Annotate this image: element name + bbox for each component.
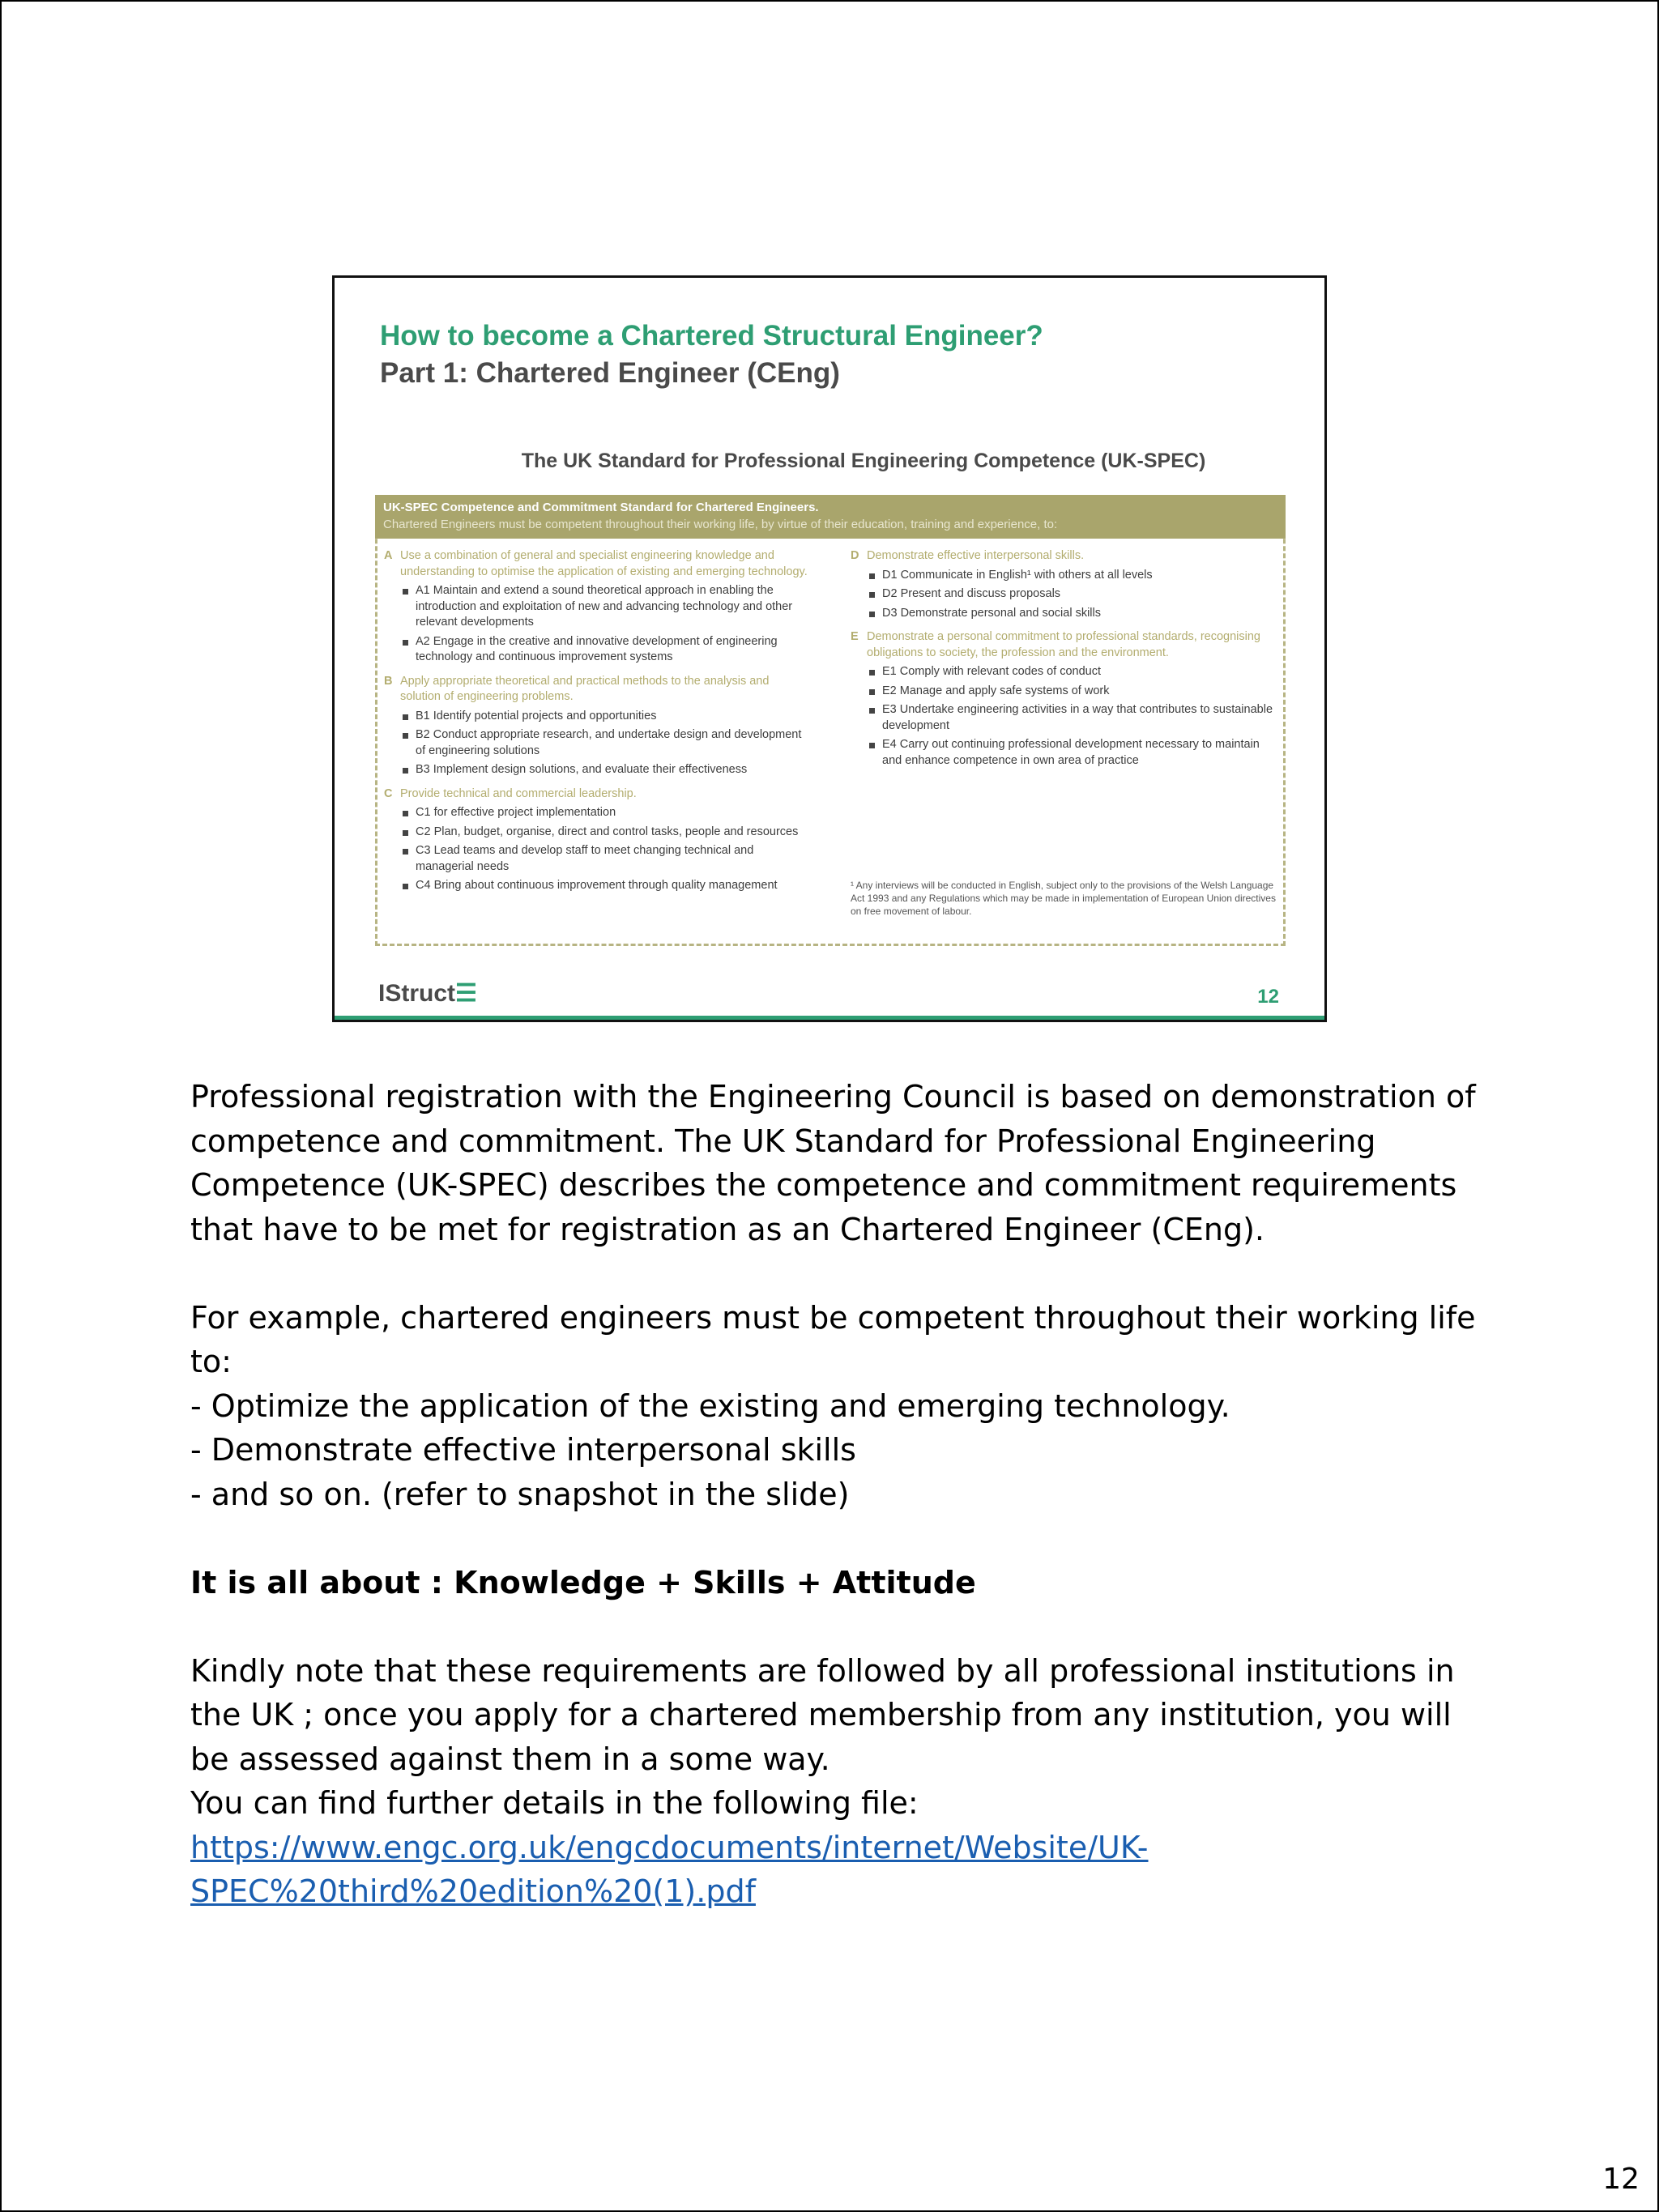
notes-bullet: - Demonstrate effective interpersonal skills [190, 1432, 856, 1468]
slide-bottom-bar [335, 1016, 1324, 1020]
section-e-items [867, 664, 1277, 769]
section-a-heading: A Use a combination of general and specialist engineering knowledge and understanding to optimise the application of existing and emerging technology. [384, 549, 808, 578]
bullet-icon [403, 830, 408, 836]
notes-bullet: - Optimize the application of the existing and emerging technology. [190, 1387, 1230, 1424]
list-item: A1 Maintain and extend a sound theoretical approach in enabling the introduction and exploitation of new and advancing technology and other relevant developments [400, 583, 810, 631]
bullet-icon [403, 849, 408, 855]
notes-paragraph: For example, chartered engineers must be competent throughout their working life to: [190, 1299, 1476, 1379]
notes-paragraph: Kindly note that these requirements are followed by all professional institutions in the UK ; once you apply for a chartered membership from any institution, you will be assessed against them in a some way. [190, 1652, 1455, 1777]
slide-footnote: ¹ Any interviews will be conducted in English, subject only to the provisions of the Welsh Language Act 1993 and any Regulations which may be made in implementation of European Union directives on free movement of labour. [851, 880, 1276, 917]
list-item: A2 Engage in the creative and innovative development of engineering technology and continuous improvement systems [400, 634, 810, 666]
list-item: B3 Implement design solutions, and evaluate their effectiveness [400, 762, 810, 778]
section-b-items [400, 709, 810, 778]
section-c-items [400, 805, 810, 894]
slide-number: 12 [1257, 986, 1279, 1008]
bullet-icon [869, 592, 875, 598]
logo-e-icon: ☰ [455, 980, 477, 1007]
bullet-icon [403, 733, 408, 739]
page-number: 12 [1602, 2163, 1640, 2196]
notes-bullet: - and so on. (refer to snapshot in the slide) [190, 1476, 850, 1512]
section-e-heading: E Demonstrate a personal commitment to professional standards, recognising obligations to society, the profession and the environment. [851, 630, 1260, 659]
notes-paragraph: Professional registration with the Engineering Council is based on demonstration of competence and commitment. The UK Standard for Professional Engineering Competence (UK-SPEC) describes the competence and commitment requirements that have to be met for registration as an Chartered Engineer (CEng). [190, 1079, 1476, 1247]
bullet-icon [869, 670, 875, 676]
list-item: C2 Plan, budget, organise, direct and control tasks, people and resources [400, 825, 810, 841]
list-item: D1 Communicate in English¹ with others at all levels [867, 568, 1277, 584]
list-item: E1 Comply with relevant codes of conduct [867, 664, 1277, 680]
section-b-heading: B Apply appropriate theoretical and practical methods to the analysis and solution of engineering problems. [384, 674, 770, 703]
bullet-icon [403, 714, 408, 720]
box-header-subtitle: Chartered Engineers must be competent throughout their working life, by virtue of their education, training and experience, to: [383, 518, 1058, 531]
list-item: B1 Identify potential projects and opportunities [400, 709, 810, 725]
bullet-icon [869, 689, 875, 695]
slide-subtitle: Part 1: Chartered Engineer (CEng) [380, 357, 840, 389]
section-c-heading: C Provide technical and commercial leadership. [384, 786, 637, 800]
box-header-title: UK-SPEC Competence and Commitment Standard for Chartered Engineers. [383, 501, 819, 514]
bullet-icon [869, 743, 875, 748]
standard-heading: The UK Standard for Professional Engineering Competence (UK-SPEC) [521, 450, 1206, 472]
competence-box [375, 495, 1286, 946]
slide-snapshot [332, 275, 1327, 1022]
list-item: D3 Demonstrate personal and social skills [867, 606, 1277, 622]
istructe-logo: IStruct☰ [378, 980, 477, 1007]
list-item: E2 Manage and apply safe systems of work [867, 684, 1277, 700]
list-item: C1 for effective project implementation [400, 805, 810, 821]
section-a-items [400, 583, 810, 666]
list-item: B2 Conduct appropriate research, and undertake design and development of engineering solutions [400, 727, 810, 759]
bullet-icon [403, 884, 408, 889]
bullet-icon [869, 612, 875, 617]
list-item: C3 Lead teams and develop staff to meet changing technical and managerial needs [400, 843, 810, 875]
list-item: C4 Bring about continuous improvement through quality management [400, 878, 810, 894]
notes-key-message: It is all about : Knowledge + Skills + Attitude [190, 1564, 976, 1600]
bullet-icon [869, 708, 875, 714]
notes-text [190, 1075, 1486, 1914]
list-item: E3 Undertake engineering activities in a way that contributes to sustainable development [867, 702, 1277, 734]
section-d-heading: D Demonstrate effective interpersonal skills. [851, 549, 1085, 562]
bullet-icon [869, 573, 875, 579]
bullet-icon [403, 768, 408, 774]
list-item: D2 Present and discuss proposals [867, 586, 1277, 603]
uk-spec-link[interactable]: https://www.engc.org.uk/engcdocuments/internet/Website/UK- SPEC%20third%20edition%20(1).pdf [190, 1829, 1149, 1909]
bullet-icon [403, 589, 408, 595]
competence-column-left [384, 548, 826, 918]
bullet-icon [403, 640, 408, 646]
slide-title: How to become a Chartered Structural Engineer? [380, 320, 1043, 352]
list-item: E4 Carry out continuing professional development necessary to maintain and enhance competence in own area of practice [867, 737, 1277, 769]
section-d-items [867, 568, 1277, 622]
competence-box-header [375, 495, 1286, 539]
bullet-icon [403, 811, 408, 816]
notes-paragraph: You can find further details in the following file: [190, 1785, 919, 1821]
competence-column-right [826, 548, 1277, 918]
